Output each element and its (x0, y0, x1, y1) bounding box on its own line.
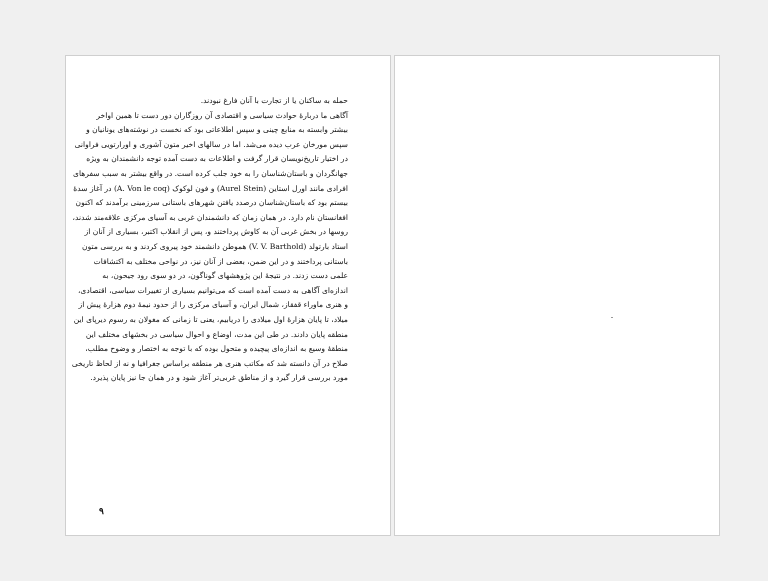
text-line: صلاح در آن دانسته شد که مکاتب هنری هر منطقه براساس جغرافیا و نه از لحاظ تاریخی (71, 358, 348, 368)
text-line: افغانستان نام دارد. در همان زمان که دانشمندان غربی به آسیای مرکزی علاقه‌مند شدند، (72, 212, 348, 222)
text-line: افرادی مانند اورل استاین (Aurel Stein) و فون لوکوک (A. Von le coq) در آغاز سدهٔ (73, 183, 348, 193)
right-page (394, 55, 720, 536)
left-page (65, 55, 391, 536)
text-line: روسها در بخش غربی آن به کاوش پرداختند و، پس از انقلاب اکتبر، بسیاری از آنان از (84, 227, 348, 237)
text-line: بیشتر وابسته به منابع چینی و سپس اطلاعاتی بود که نخست در نوشته‌های یونانیان و (86, 125, 348, 135)
text-line: جهانگردان و باستان‌شناسان را به خود جلب کرده است. در واقع بیشتر به سبب سفرهای (73, 168, 348, 178)
text-line: و هنری ماوراء قفقاز، شمال ایران، و آسیای مرکزی را از حدود نیمهٔ دوم هزارهٔ پیش از (78, 300, 348, 310)
text-line: بیستم بود که باستان‌شناسان درصدد یافتن شهرهای باستانی سرزمینی برآمدند که اکنون (75, 198, 348, 208)
page-number: ۹ (99, 507, 104, 517)
text-line: سپس مورخان عرب دیده می‌شد. اما در سالهای اخیر متون آشوری و اورارتویی فراوانی (74, 139, 348, 149)
page-speck (611, 317, 613, 318)
text-line: استاد بارتولد (V. V. Barthold) هموطن دانشمند خود پیروی کردند و به بررسی متون (82, 241, 348, 251)
text-line: میلاد، تا پایان هزارهٔ اول میلادی را دریابیم، یعنی تا زمانی که مغولان به رسوم دیرپای این (73, 314, 348, 324)
text-line: باستانی پرداختند و در این ضمن، بعضی از آنان نیز، در نواحی مختلف به اکتشافات (93, 256, 348, 266)
text-line: علمی دست زدند. در نتیجهٔ این پژوهشهای گوناگون، در دو سوی رود جیحون، به (102, 271, 348, 281)
text-line: در اختیار تاریخ‌نویسان قرار گرفت و اطلاعات به دست آمده توجه دانشمندان به ویژه (86, 154, 348, 164)
text-line: منطقه پایان دادند. در طی این مدت، اوضاع و احوال سیاسی در بخشهای مختلف این (85, 329, 348, 339)
body-text (71, 94, 348, 386)
text-line: حمله به ساکنان یا از تجارت با آنان فارغ نبودند. (200, 96, 348, 105)
text-line: اندازه‌ای آگاهی به دست آمده است که می‌توانیم بسیاری از تغییرات سیاسی، اقتصادی، (77, 285, 348, 295)
text-line: منطقهٔ وسیع به اندازه‌ای پیچیده و متحول بوده که با توجه به اختصار و وضوح مطلب، (85, 344, 348, 354)
text-line: آگاهی ما دربارهٔ حوادث سیاسی و اقتصادی آن روزگاران دور دست تا همین اواخر (96, 110, 348, 120)
text-line: مورد بررسی قرار گیرد و از مناطق غربی‌تر آغاز شود و در همان جا نیز پایان پذیرد. (90, 373, 348, 383)
